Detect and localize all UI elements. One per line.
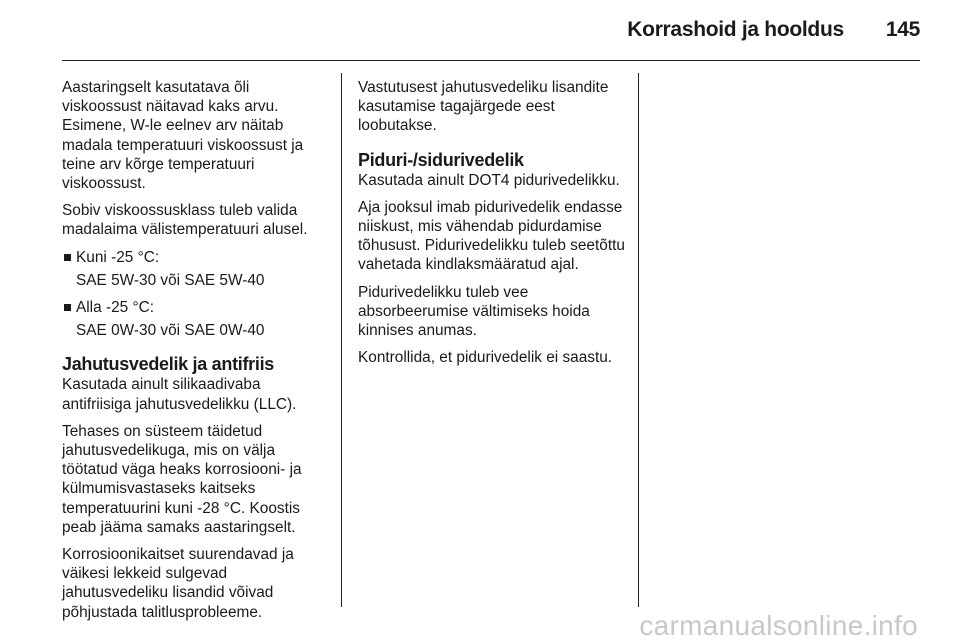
column-left	[62, 78, 324, 630]
bullet-square-icon	[64, 304, 71, 311]
list-item-label: Alla -25 °C:	[76, 299, 155, 317]
list-item-detail: SAE 0W-30 või SAE 0W-40	[76, 322, 265, 340]
list-item	[62, 248, 324, 267]
paragraph-coolant-type: Kasutada ainult silikaadivaba antifriisiga jahutusvedelikku (LLC).	[62, 376, 297, 413]
list-item-detail: SAE 5W-30 või SAE 5W-40	[76, 271, 265, 289]
paragraph-viscosity: Aastaringselt kasutatava õli viskoossust näitavad kaks arvu. Esimene, W-le eelnev arv näitab madala temperatuuri viskoossust ja teine arv kõrge temperatuuri viskoossust.	[62, 79, 304, 193]
paragraph-coolant-factory: Tehases on süsteem täidetud jahutusvedelikuga, mis on välja töötatud väga heaks korrosiooni- ja külmumisvastaseks kaitseks temperatuurini kuni -28 °C. Koostis peab jääma samaks aastaringselt.	[62, 422, 302, 536]
bullet-square-icon	[64, 254, 71, 261]
heading-brake-fluid: Piduri-/sidurivedelik	[358, 149, 524, 170]
paragraph-viscosity-class: Sobiv viskoossusklass tuleb valida madalaima välistemperatuuri alusel.	[62, 202, 308, 239]
paragraph-dot4: Kasutada ainult DOT4 pidurivedelikku.	[358, 171, 620, 189]
column-middle	[358, 78, 626, 375]
column-divider	[638, 73, 639, 607]
paragraph-coolant-additives: Korrosioonikaitset suurendavad ja väikesi lekkeid sulgevad jahutusvedeliku lisandid võivad põhjustada talitlusprobleeme.	[62, 546, 294, 621]
page-number: 145	[885, 18, 920, 41]
heading-coolant: Jahutusvedelik ja antifriis	[62, 354, 274, 375]
paragraph-storage: Pidurivedelikku tuleb vee absorbeerumise vältimiseks hoida kinnises anumas.	[358, 283, 590, 340]
section-title: Korrashoid ja hooldus	[627, 18, 844, 41]
watermark: carmanualsonline.info	[639, 610, 918, 641]
page-header	[627, 18, 920, 42]
header-divider	[62, 60, 920, 61]
paragraph-liability: Vastutusest jahutusvedeliku lisandite kasutamise tagajärgede eest loobutakse.	[358, 79, 609, 135]
list-item-label: Kuni -25 °C:	[76, 248, 160, 266]
column-divider	[341, 73, 342, 607]
paragraph-moisture: Aja jooksul imab pidurivedelik endasse niiskust, mis vähendab pidurdamise tõhusust. Pidurivedelikku tuleb seetõttu vahetada kindlaksmääratud ajal.	[358, 198, 625, 274]
list-item	[62, 298, 324, 317]
paragraph-contamination: Kontrollida, et pidurivedelik ei saastu.	[358, 349, 613, 367]
